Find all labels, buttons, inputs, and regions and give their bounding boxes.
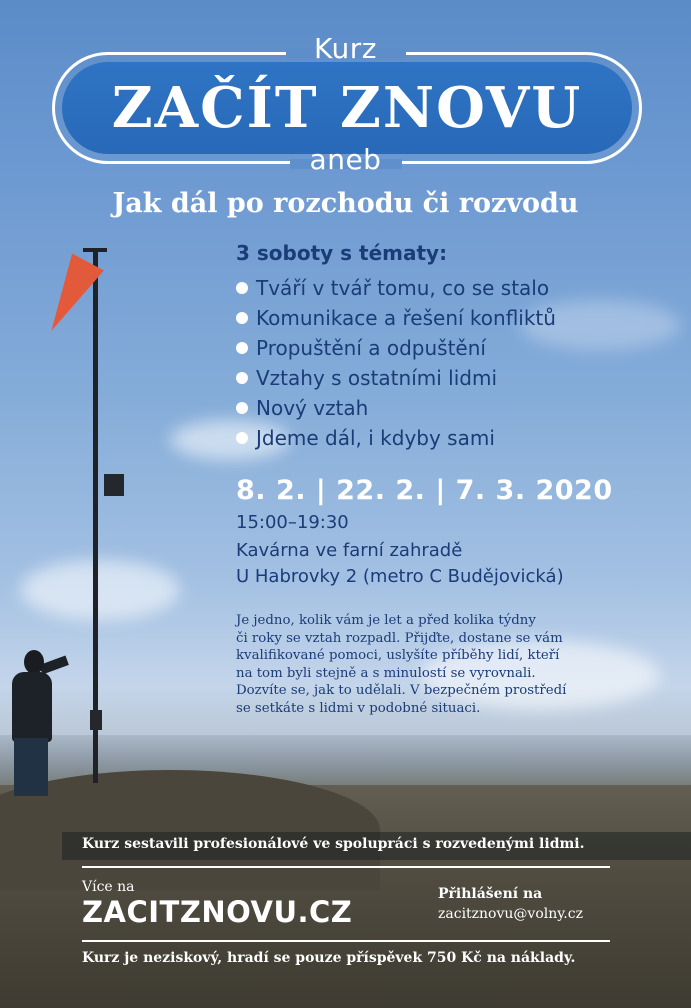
bullet-icon — [236, 282, 248, 294]
website-link[interactable]: ZACITZNOVU.CZ — [82, 895, 353, 929]
signup-label: Přihlášení na — [438, 886, 543, 902]
topic-item — [236, 276, 549, 300]
topic-item — [236, 396, 368, 420]
description-line: kvalifikované pomoci, uslyšíte příběhy lidí, kteří — [236, 648, 560, 663]
bullet-icon — [236, 342, 248, 354]
topic-item — [236, 306, 556, 330]
event-dates: 8. 2. | 22. 2. | 7. 3. 2020 — [236, 475, 613, 506]
bullet-icon — [236, 372, 248, 384]
nonprofit-note: Kurz je neziskový, hradí se pouze příspěvek 750 Kč na náklady. — [82, 950, 576, 966]
topic-label: Nový vztah — [256, 396, 369, 420]
person-body — [12, 672, 52, 742]
person-head — [24, 650, 44, 674]
description — [236, 612, 586, 717]
event-venue: Kavárna ve farní zahradě — [236, 540, 463, 561]
hill — [0, 770, 380, 890]
topic-label: Komunikace a řešení konfliktů — [256, 306, 556, 330]
person-legs — [14, 738, 48, 796]
topic-label: Jdeme dál, i kdyby sami — [256, 426, 495, 450]
divider — [82, 866, 610, 868]
description-line: či roky se vztah rozpadl. Přijďte, dostane se vám — [236, 630, 563, 646]
event-address: U Habrovky 2 (metro C Budějovická) — [236, 566, 564, 587]
mast-arm — [83, 248, 107, 252]
professionals-note: Kurz sestavili profesionálové ve spolupráci s rozvedenými lidmi. — [82, 836, 585, 852]
topics-heading: 3 soboty s tématy: — [236, 241, 448, 265]
description-line: se setkáte s lidmi v podobné situaci. — [236, 700, 481, 716]
bullet-icon — [236, 432, 248, 444]
description-line: Dozvíte se, jak to udělali. V bezpečném prostředí — [236, 683, 567, 698]
bullet-icon — [236, 402, 248, 414]
topic-label: Vztahy s ostatními lidmi — [256, 366, 497, 390]
aneb-label: aneb — [309, 143, 382, 176]
email-link[interactable]: zacitznovu@volny.cz — [438, 906, 583, 922]
mast-box — [104, 474, 124, 496]
kurz-label: Kurz — [314, 32, 377, 65]
subtitle: Jak dál po rozchodu či rozvodu — [112, 188, 579, 219]
topic-label: Tváří v tvář tomu, co se stalo — [256, 276, 550, 300]
description-line: na tom byli stejně a s minulostí se vyrovnali. — [236, 665, 536, 681]
topic-label: Propuštění a odpuštění — [256, 336, 486, 360]
mast-box — [90, 710, 102, 730]
topic-item — [236, 426, 495, 450]
cloud — [20, 560, 180, 620]
divider — [82, 940, 610, 942]
bullet-icon — [236, 312, 248, 324]
description-line: Je jedno, kolik vám je let a před kolika týdny — [236, 613, 536, 628]
more-label: Více na — [82, 879, 135, 895]
main-title: ZAČÍT ZNOVU — [111, 75, 583, 141]
event-time: 15:00–19:30 — [236, 512, 349, 533]
topic-item — [236, 336, 486, 360]
mast — [93, 248, 98, 783]
topic-item — [236, 366, 497, 390]
